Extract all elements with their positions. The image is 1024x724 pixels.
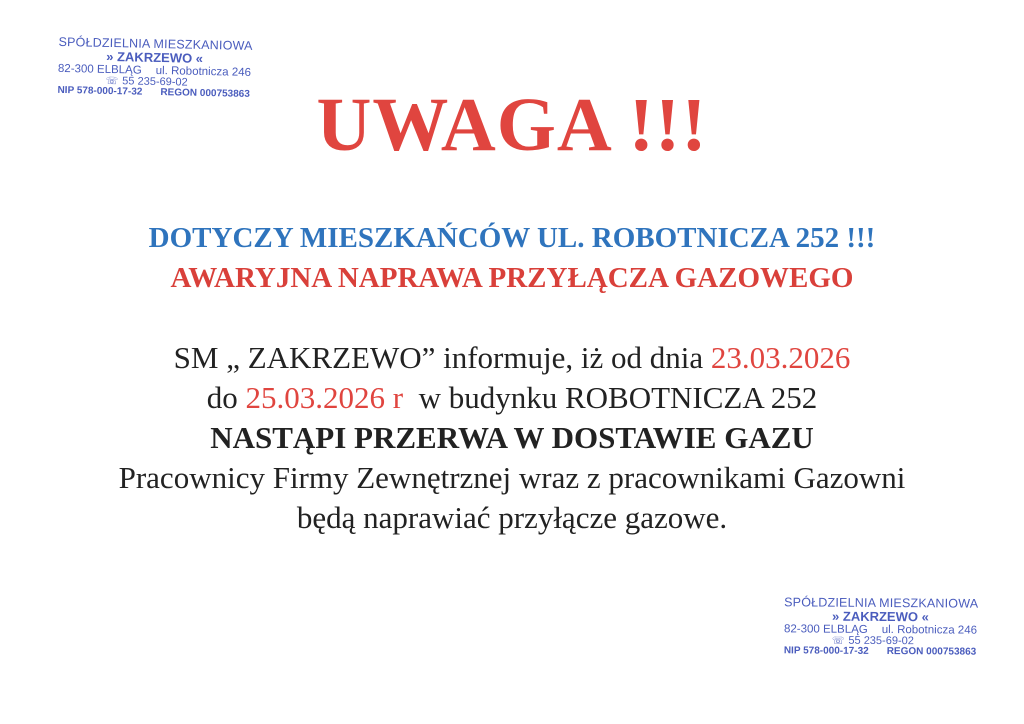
notice-line-1-text: SM „ ZAKRZEWO” informuje, iż od dnia — [173, 340, 711, 375]
stamp-phone: 55 235-69-02 — [122, 75, 188, 89]
cooperative-stamp-bottom — [784, 596, 984, 658]
stamp-ids — [784, 647, 984, 659]
notice-body — [0, 338, 1024, 538]
stamp-brand: » ZAKRZEWO « — [832, 608, 929, 625]
notice-line-2 — [0, 378, 1024, 418]
phone-fax-icon: ☏ — [831, 635, 845, 647]
stamp-city: 82-300 ELBLĄG — [57, 62, 142, 77]
stamp-nip: NIP 578-000-17-32 — [783, 645, 869, 658]
stamp-city: 82-300 ELBLĄG — [783, 623, 868, 636]
stamp-brand: » ZAKRZEWO « — [106, 49, 204, 67]
date-to: 25.03.2026 r — [245, 380, 404, 415]
notice-gas-outage: NASTĄPI PRZERWA W DOSTAWIE GAZU — [210, 420, 814, 455]
date-from: 23.03.2026 — [710, 340, 851, 375]
stamp-nip: NIP 578-000-17-32 — [57, 85, 143, 99]
stamp-regon: REGON 000753863 — [160, 87, 250, 101]
headline-warning: UWAGA !!! — [316, 83, 708, 167]
stamp-phone: 55 235-69-02 — [848, 634, 914, 648]
notice-line-1 — [0, 338, 1024, 378]
notice-line-5: będą naprawiać przyłącze gazowe. — [296, 500, 728, 535]
notice-line-2-suffix: w budynku ROBOTNICZA 252 — [403, 380, 818, 415]
subtitle-residents: DOTYCZY MIESZKAŃCÓW UL. ROBOTNICZA 252 !!! — [148, 222, 876, 254]
stamp-cooperative-name: SPÓŁDZIELNIA MIESZKANIOWA — [784, 595, 979, 611]
stamp-street: ul. Robotnicza 246 — [155, 64, 252, 79]
stamp-street: ul. Robotnicza 246 — [881, 623, 978, 637]
notice-line-2-prefix: do — [206, 380, 246, 415]
stamp-regon: REGON 000753863 — [886, 646, 977, 659]
subtitle-emergency-repair: AWARYJNA NAPRAWA PRZYŁĄCZA GAZOWEGO — [170, 262, 854, 294]
stamp-cooperative-name: SPÓŁDZIELNIA MIESZKANIOWA — [58, 34, 253, 53]
notice-line-4: Pracownicy Firmy Zewnętrznej wraz z pracownikami Gazowni — [118, 460, 906, 495]
phone-fax-icon: ☏ — [105, 75, 119, 87]
